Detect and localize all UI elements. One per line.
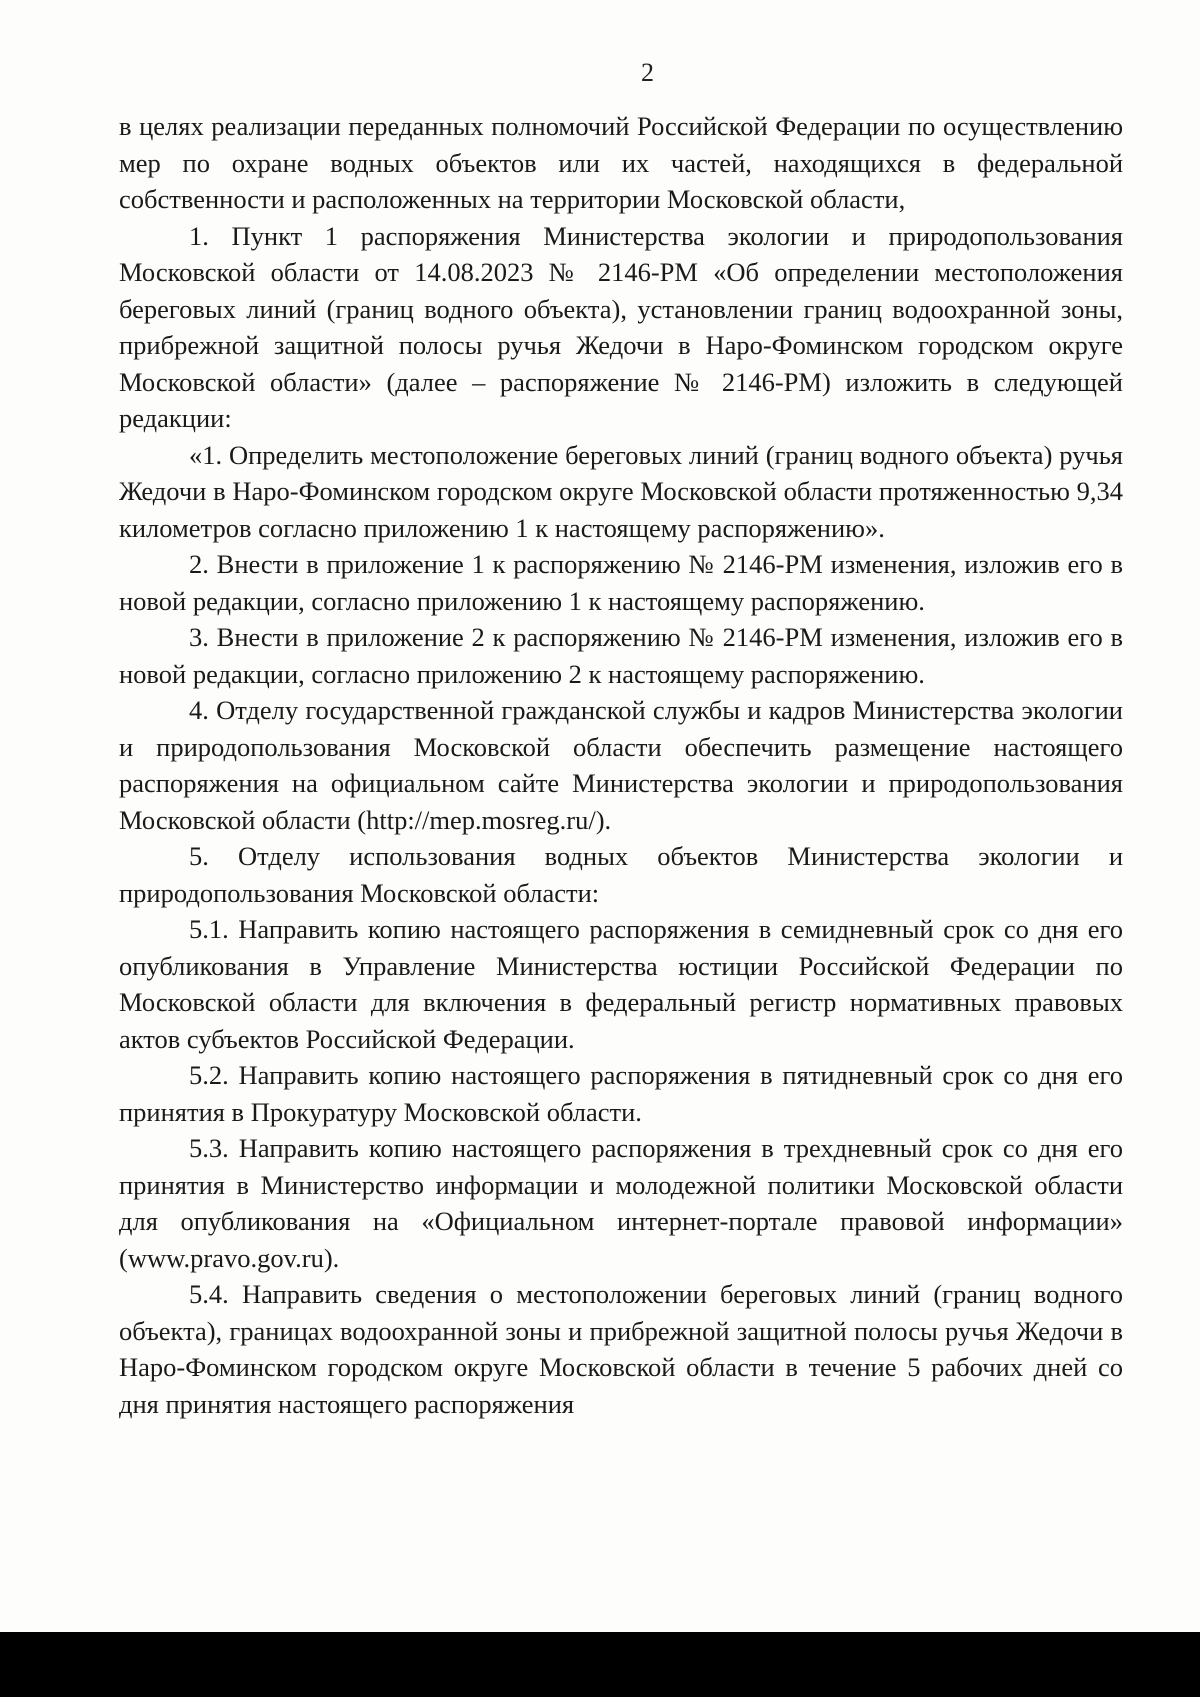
page-number: 2 [641,58,654,87]
paragraph-item-5: 5. Отделу использования водных объектов Министерства экологии и природопользования Московской области: [119,841,1123,908]
paragraph-item-5-4: 5.4. Направить сведения о местоположении береговых линий (границ водного объекта), границах водоохранной зоны и прибрежной защитной полосы ручья Жедочи в Наро-Фоминском городском округе Московской области в течение 5 рабочих дней со дня принятия настоящего распоряжения [119,1279,1123,1419]
paragraph-intro: в целях реализации переданных полномочий Российской Федерации по осуществлению мер по охране водных объектов или их частей, находящихся в федеральной собственности и расположенных на территории Московской области, [119,111,1123,214]
scan-bottom-border [0,1632,1200,1697]
paragraph-item-5-3: 5.3. Направить копию настоящего распоряжения в трехдневный срок со дня его принятия в Министерство информации и молодежной политики Московской области для опубликования на «Официальном интернет-портале правовой информации» (www.pravo.gov.ru). [119,1133,1123,1273]
paragraph-item-2: 2. Внести в приложение 1 к распоряжению № 2146-РМ изменения, изложив его в новой редакции, согласно приложению 1 к настоящему распоряжению. [119,549,1123,616]
paragraph-item-4: 4. Отделу государственной гражданской службы и кадров Министерства экологии и природопользования Московской области обеспечить размещение настоящего распоряжения на официальном сайте Министерства экологии и природопользования Московской области (http://mep.mosreg.ru/). [119,695,1123,835]
paragraph-item-5-2: 5.2. Направить копию настоящего распоряжения в пятидневный срок со дня его принятия в Прокуратуру Московской области. [119,1060,1123,1127]
document-body [119,108,1123,1422]
paragraph-item-3: 3. Внести в приложение 2 к распоряжению № 2146-РМ изменения, изложив его в новой редакции, согласно приложению 2 к настоящему распоряжению. [119,622,1123,689]
paragraph-item-5-1: 5.1. Направить копию настоящего распоряжения в семидневный срок со дня его опубликования в Управление Министерства юстиции Российской Федерации по Московской области для включения в федеральный регистр нормативных правовых актов субъектов Российской Федерации. [119,914,1123,1054]
paragraph-item-1-quote: «1. Определить местоположение береговых линий (границ водного объекта) ручья Жедочи в Наро-Фоминском городском округе Московской области протяженностью 9,34 километров согласно приложению 1 к настоящему распоряжению». [119,439,1123,543]
paragraph-item-1: 1. Пункт 1 распоряжения Министерства экологии и природопользования Московской области от 14.08.2023 № 2146-РМ «Об определении местоположения береговых линий (границ водного объекта), установлении границ водоохранной зоны, прибрежной защитной полосы ручья Жедочи в Наро-Фоминском городском округе Московской области» (далее – распоряжение № 2146-РМ) изложить в следующей редакции: [119,220,1123,433]
